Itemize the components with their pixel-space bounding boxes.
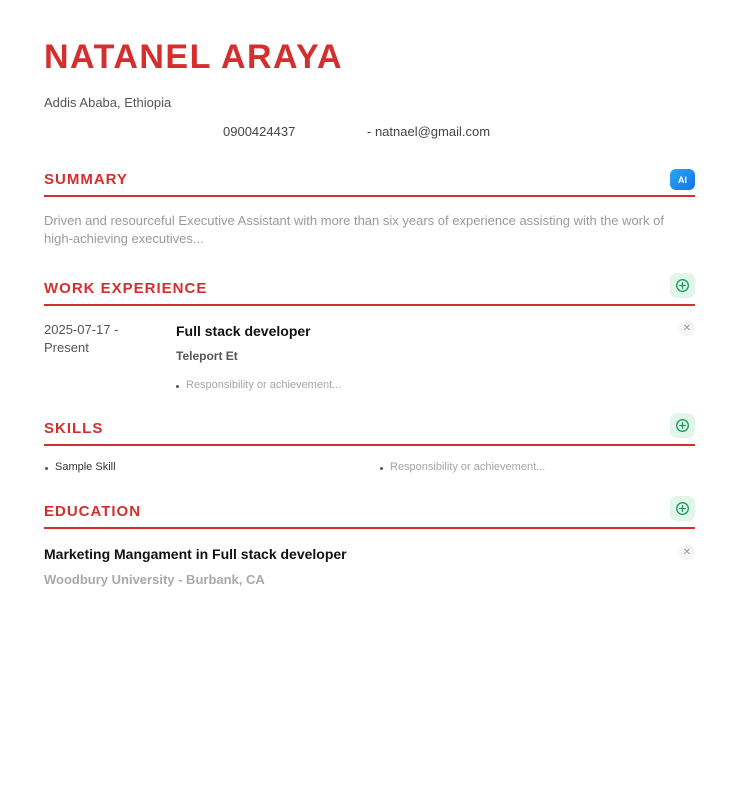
close-icon: ✕ (682, 322, 692, 334)
work-section-header (44, 276, 695, 306)
summary-section-header (44, 167, 695, 197)
skills-section-header (44, 416, 695, 446)
candidate-name[interactable]: NATANEL ARAYA (44, 38, 344, 76)
bullet-icon (45, 467, 48, 470)
work-date[interactable]: 2025-07-17 - Present (44, 322, 119, 355)
bullet-icon (380, 467, 383, 470)
ai-assist-button[interactable]: AI (670, 169, 695, 190)
remove-work-button[interactable] (679, 320, 695, 336)
section-title-education: EDUCATION (44, 503, 142, 520)
phone[interactable]: 0900424437 (223, 124, 296, 139)
work-company[interactable]: Teleport Et (176, 349, 238, 363)
bullet-icon (176, 385, 179, 388)
plus-circle-icon (675, 501, 690, 516)
section-title-skills: SKILLS (44, 420, 104, 437)
section-title-summary: SUMMARY (44, 171, 128, 188)
add-work-button[interactable] (670, 273, 695, 298)
education-degree[interactable]: Marketing Mangament in Full stack developer (44, 546, 347, 562)
work-bullet-placeholder: Responsibility or achievement... (186, 379, 342, 391)
skill-item[interactable] (45, 461, 116, 473)
work-role[interactable]: Full stack developer (176, 323, 311, 339)
education-section-header (44, 499, 695, 529)
education-school[interactable]: Woodbury University - Burbank, CA (44, 572, 265, 587)
remove-education-button[interactable] (679, 544, 695, 560)
skill-label: Sample Skill (55, 461, 116, 473)
add-skill-button[interactable] (670, 413, 695, 438)
location[interactable]: Addis Ababa, Ethiopia (44, 95, 172, 110)
work-bullet[interactable] (176, 379, 341, 391)
section-title-work: WORK EXPERIENCE (44, 280, 208, 297)
close-icon: ✕ (682, 546, 692, 558)
summary-text[interactable]: Driven and resourceful Executive Assistant with more than six years of experience assisting with the work of high-achieving executives... (44, 213, 664, 246)
email[interactable]: - natnael@gmail.com (367, 124, 491, 139)
plus-circle-icon (675, 278, 690, 293)
add-education-button[interactable] (670, 496, 695, 521)
skill-item-new[interactable] (380, 461, 545, 473)
skill-placeholder: Responsibility or achievement... (390, 461, 546, 473)
plus-circle-icon (675, 418, 690, 433)
